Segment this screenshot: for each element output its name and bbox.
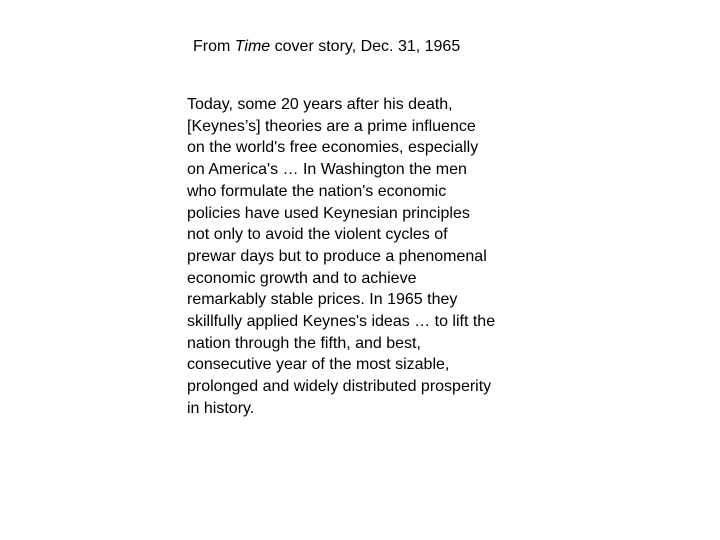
title-prefix: From [193,38,235,55]
quote-line: nation through the fifth, and best, [187,334,421,352]
quote-line: in history. [187,399,255,417]
quote-line: Today, some 20 years after his death, [187,96,453,113]
quote-line: consecutive year of the most sizable, [187,356,450,374]
quote-line: remarkably stable prices. In 1965 they [187,291,458,309]
quote-line: skillfully applied Keynes's ideas … to lift the [187,313,496,331]
quote-line: prewar days but to produce a phenomenal [187,247,487,265]
quote-line: policies have used Keynesian principles [187,204,470,222]
title-suffix: cover story, Dec. 31, 1965 [270,38,461,55]
quote-line: not only to avoid the violent cycles of [187,226,448,244]
publication-name: Time [234,38,271,55]
source-title [193,36,460,58]
quote-line: prolonged and widely distributed prosperity [187,378,492,396]
quote-line: [Keynes’s] theories are a prime influence [187,117,476,135]
quote-line: on the world's free economies, especially [187,139,479,157]
quote-text [187,94,539,420]
quote-line: on America's … In Washington the men [187,161,467,179]
quote-line: who formulate the nation's economic [187,182,447,200]
quote-line: economic growth and to achieve [187,269,417,287]
